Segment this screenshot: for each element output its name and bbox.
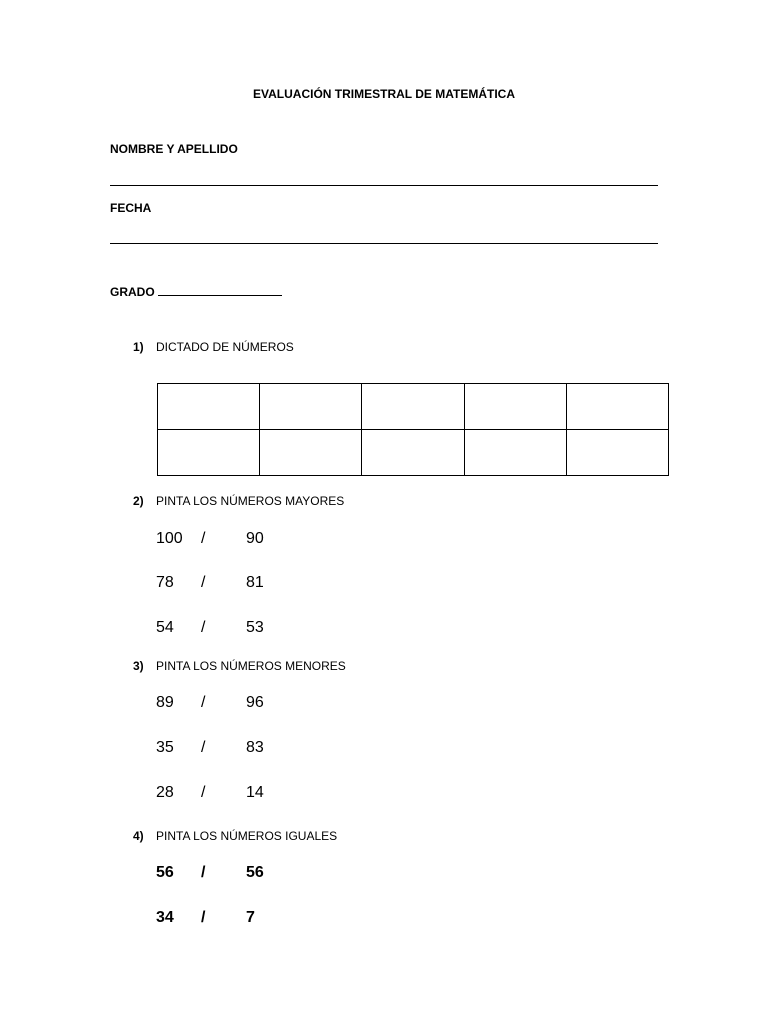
pair-right: 56	[246, 864, 264, 881]
pair-separator: /	[201, 530, 206, 547]
question-4-text: PINTA LOS NÚMEROS IGUALES	[156, 829, 338, 843]
grid-cell	[566, 430, 668, 476]
pair-separator: /	[201, 574, 206, 591]
pair-left: 56	[156, 864, 174, 881]
grade-label: GRADO	[110, 285, 155, 299]
grid-cell	[260, 384, 362, 430]
grid-cell	[362, 384, 464, 430]
pair-separator: /	[201, 864, 206, 881]
pair-right: 90	[246, 530, 264, 547]
grade-row	[110, 285, 282, 299]
pair-separator: /	[201, 619, 206, 636]
name-line	[110, 185, 658, 186]
name-label: NOMBRE Y APELLIDO	[110, 142, 238, 156]
grid-cell	[464, 430, 566, 476]
pair-separator: /	[201, 909, 206, 926]
pair-right: 14	[246, 784, 264, 801]
pair-right: 81	[246, 574, 264, 591]
pair-right: 53	[246, 619, 264, 636]
question-2-text: PINTA LOS NÚMEROS MAYORES	[156, 494, 345, 508]
date-label: FECHA	[110, 201, 152, 215]
pair-left: 78	[156, 574, 174, 591]
question-2-number: 2)	[133, 494, 144, 508]
question-1-number: 1)	[133, 340, 144, 354]
question-3-text: PINTA LOS NÚMEROS MENORES	[156, 659, 346, 673]
question-4-number: 4)	[133, 829, 144, 843]
pair-left: 28	[156, 784, 174, 801]
page-title: EVALUACIÓN TRIMESTRAL DE MATEMÁTICA	[253, 87, 515, 101]
pair-right: 83	[246, 739, 264, 756]
dictation-grid	[157, 383, 669, 476]
grid-cell	[566, 384, 668, 430]
pair-right: 96	[246, 694, 264, 711]
grid-cell	[464, 384, 566, 430]
grid-cell	[260, 430, 362, 476]
pair-left: 54	[156, 619, 174, 636]
grid-cell	[362, 430, 464, 476]
grid-cell	[158, 384, 260, 430]
pair-left: 100	[156, 530, 183, 547]
grid-cell	[158, 430, 260, 476]
pair-left: 89	[156, 694, 174, 711]
pair-separator: /	[201, 694, 206, 711]
date-line	[110, 243, 658, 244]
pair-separator: /	[201, 784, 206, 801]
pair-left: 34	[156, 909, 174, 926]
pair-left: 35	[156, 739, 174, 756]
pair-separator: /	[201, 739, 206, 756]
question-3-number: 3)	[133, 659, 144, 673]
pair-right: 7	[246, 909, 255, 926]
grid-row	[158, 430, 669, 476]
question-1-text: DICTADO DE NÚMEROS	[156, 340, 294, 354]
grid-row	[158, 384, 669, 430]
grade-line	[158, 286, 282, 296]
